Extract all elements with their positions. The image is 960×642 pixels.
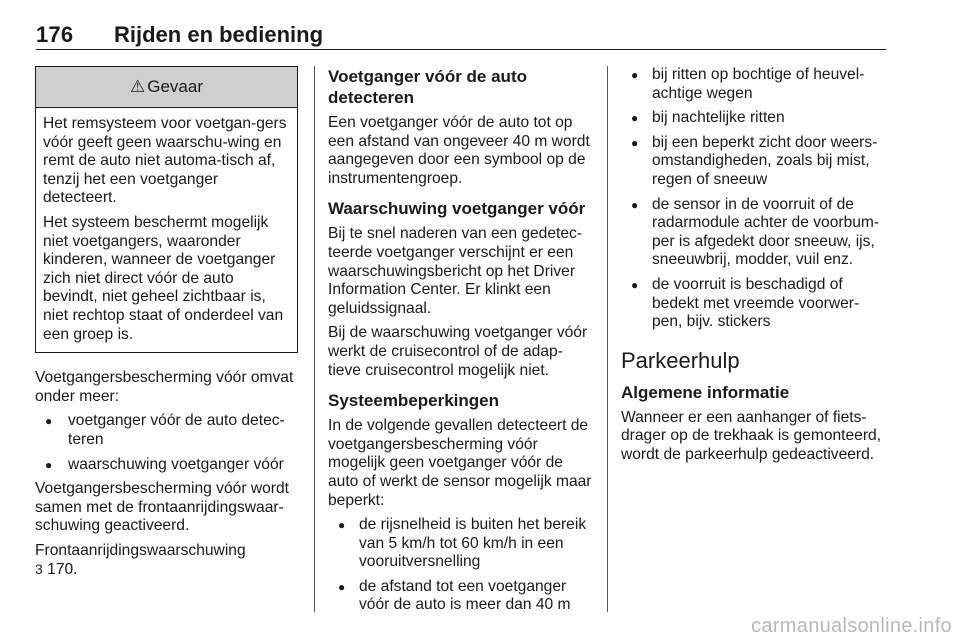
warning-header: [36, 67, 297, 108]
list-item: ● bij een beperkt zicht door weers-omstandigheden, zoals bij mist, regen of sneeuw: [631, 133, 878, 188]
list-item: ● de sensor in de voorruit of de radarmodule achter de voorbum-per is afgedekt door sneeuw, ijs, sneeuwbrij, modder, vuil enz.: [631, 195, 880, 269]
limitations-list: [328, 516, 594, 615]
feature-list: [35, 412, 300, 474]
column-1: [35, 66, 300, 586]
list-item: ● de rijsnelheid is buiten het bereik van 5 km/h tot 60 km/h in een vooruitversnelling: [338, 516, 587, 571]
page-header: [36, 22, 886, 50]
bullet-icon: ●: [631, 68, 639, 82]
column-divider: [314, 66, 315, 612]
page-reference-link[interactable]: 170.: [47, 561, 78, 579]
list-item: ● voetganger vóór de auto detec-teren: [45, 412, 285, 448]
intro-paragraph: Voetgangersbescherming vóór omvat onder meer:: [35, 369, 294, 405]
bullet-icon: ●: [338, 518, 346, 533]
page-reference-arrow-icon: 3: [35, 561, 43, 578]
page-title: Rijden en bediening: [114, 22, 324, 47]
list-item: ● de voorruit is beschadigd of bedekt met vreemde voorwer-pen, bijv. stickers: [631, 275, 860, 331]
warning-paragraph: Het systeem beschermt mogelijk niet voetgangers, waaronder kinderen, wanneer de voetganger zich niet direct vóór de auto bevindt, niet geheel zichtbaar is, niet rechtop staat of onderdeel van een groep is.: [43, 213, 284, 343]
warning-body: [36, 108, 297, 352]
bullet-icon: ●: [631, 197, 639, 212]
page-number: 176: [36, 22, 74, 47]
bullet-icon: ●: [45, 457, 53, 472]
column-divider: [607, 66, 608, 612]
list-item: ● bij nachtelijke ritten: [631, 109, 785, 127]
limitations-list-continued: [621, 66, 887, 332]
reference-paragraph: Frontaanrijdingswaarschuwing 3 170.: [35, 541, 246, 579]
section-title: Parkeerhulp: [621, 347, 740, 373]
watermark: carmanualsonline.info: [751, 615, 952, 637]
column-2: [328, 66, 594, 621]
column-3: [621, 66, 887, 471]
list-item: ● waarschuwing voetganger vóór: [45, 455, 284, 473]
paragraph: Een voetganger vóór de auto tot op een afstand van ongeveer 40 m wordt aangegeven door een symbool op de instrumentengroep.: [328, 114, 590, 187]
list-item: ● bij ritten op bochtige of heuvel-achtige wegen: [631, 66, 865, 102]
bullet-icon: ●: [631, 277, 639, 292]
warning-title: Gevaar: [147, 76, 203, 96]
warning-paragraph: Het remsysteem voor voetgan-gers vóór geeft geen waarschu-wing en remt de auto niet automa-tisch af, tenzij het een voetganger detecteert.: [43, 115, 287, 207]
paragraph: Bij de waarschuwing voetganger vóór werkt de cruisecontrol of de adap-tieve cruisecontrol mogelijk niet.: [328, 324, 588, 379]
paragraph: In de volgende gevallen detecteert de voetgangersbescherming vóór mogelijk geen voetganger vóór de auto of werkt de sensor mogelijk maar beperkt:: [328, 417, 592, 509]
activation-paragraph: Voetgangersbescherming vóór wordt samen met de frontaanrijdingswaar-schuwing geactiveerd.: [35, 480, 289, 535]
bullet-icon: ●: [338, 579, 346, 594]
bullet-icon: ●: [631, 111, 639, 126]
warning-triangle-icon: ⚠: [130, 76, 146, 96]
section-heading: Waarschuwing voetganger vóór: [328, 199, 586, 219]
paragraph: Wanneer er een aanhanger of fiets-drager op de trekhaak is gemonteerd, wordt de parkeerhulp gedeactiveerd.: [621, 408, 882, 463]
subsection-heading: Algemene informatie: [621, 382, 790, 402]
bullet-icon: ●: [631, 135, 639, 150]
section-heading: Systeembeperkingen: [328, 391, 500, 411]
warning-box: [35, 66, 298, 353]
section-heading: Voetganger vóór de auto detecteren: [328, 67, 527, 107]
paragraph: Bij te snel naderen van een gedetec-teerde voetganger verschijnt er een waarschuwingsbericht op het Driver Information Center. Er klinkt een geluidssignaal.: [328, 225, 583, 317]
list-item: ● de afstand tot een voetganger vóór de auto is meer dan 40 m: [338, 577, 571, 614]
bullet-icon: ●: [45, 414, 53, 429]
